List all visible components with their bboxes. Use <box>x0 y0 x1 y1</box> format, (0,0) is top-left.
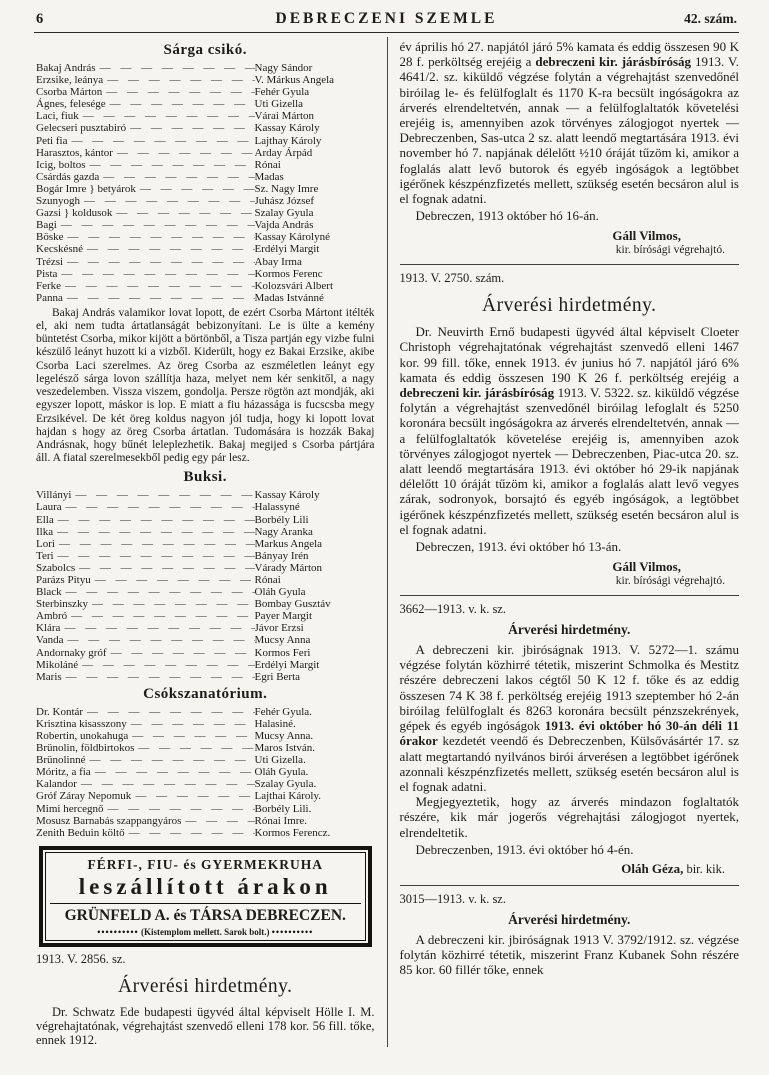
advertisement-inner <box>45 852 366 941</box>
cast-role: Sterbinszky <box>36 598 88 611</box>
cast-row <box>36 489 375 501</box>
cast-row <box>36 610 375 622</box>
dash-leader <box>77 778 255 790</box>
cast-role: Ferke <box>36 279 62 292</box>
cast-actor: Várai Márton <box>254 110 315 123</box>
notice-body <box>400 324 740 537</box>
cast-actor: Kormos Ferenc <box>254 267 323 280</box>
notice-body-secondary: Megjegyeztetik, hogy az árverés mindazon foglaltatók részére, kik már jogerős végrehajtási zálogjogot nyertek, elrendeltetik. <box>399 794 739 840</box>
cast-role: Gelecseri pusztabiró <box>36 122 127 135</box>
cast-list-sarga-csiko <box>36 62 375 304</box>
signature-name: Oláh Géza, <box>621 860 684 876</box>
cast-role: Klára <box>36 622 61 635</box>
notice-body-text: év április hó 27. napjától járó 5% kamata és eddig összesen 90 K 28 f. perköltség erejéig a <box>399 39 739 70</box>
notice-body-text: Dr. Neuvirth Ernő budapesti ügyvéd által képviselt Cloeter Christoph végrehajtatónak végrehajtást szenvedő elleni 1467 kor. 99 fill. tőke, ennek 1913. év junius hó 7. napjától járó 6% kamata és eddig összesen 190 K 26 f. perköltség erejéig a <box>399 324 739 385</box>
notice-left <box>36 952 375 1048</box>
cast-actor: Markus Angela <box>254 537 323 550</box>
cast-actor: Kormos Ferencz. <box>254 826 331 839</box>
cast-actor: Lajthai Károly. <box>254 790 321 803</box>
dash-leader <box>113 147 255 159</box>
cast-role: Kecskésné <box>36 243 84 256</box>
dash-leader <box>104 803 255 815</box>
dash-leader <box>126 122 254 134</box>
signature-name: Gáll Vilmos, <box>612 228 681 244</box>
cast-role: Laura <box>36 501 62 514</box>
cast-actor: Halassyné <box>254 501 300 514</box>
cast-role: Pista <box>36 267 58 280</box>
cast-row <box>36 634 375 646</box>
cast-actor: Uti Gizella <box>254 98 304 111</box>
cast-actor: Madas Istvánné <box>254 291 324 304</box>
cast-actor: Oláh Gyula <box>254 586 306 599</box>
cast-row <box>36 598 375 610</box>
cast-role: Lori <box>36 537 55 550</box>
page-header <box>34 10 739 32</box>
cast-row <box>36 219 375 231</box>
dash-leader <box>57 219 255 231</box>
cast-actor: Szalay Gyula. <box>254 778 317 791</box>
cast-row <box>36 574 375 586</box>
cast-role: Laci, fiuk <box>36 110 79 123</box>
cast-actor: Nagy Aranka <box>254 525 313 538</box>
cast-role: Krisztina kisasszony <box>36 717 127 730</box>
dash-leader <box>61 280 254 292</box>
cast-role: Gazsi <box>36 207 62 220</box>
ad-address-text: (Kistemplom mellett. Sarok bolt.) <box>140 926 270 937</box>
cast-row <box>36 195 375 207</box>
dash-leader <box>88 598 255 610</box>
dash-leader <box>55 538 255 550</box>
cast-actor: Payer Margit <box>254 610 313 623</box>
cast-actor: Rónai <box>254 573 281 586</box>
notice-1 <box>400 39 740 256</box>
issue-number: 42. szám. <box>684 11 737 26</box>
cast-list-buksi <box>36 489 375 683</box>
cast-role: Móritz, a fia <box>36 766 91 779</box>
cast-actor: Madas <box>254 170 284 183</box>
cast-role: Trézsi <box>36 255 64 268</box>
cast-actor: Erdélyi Margit <box>254 658 320 671</box>
cast-actor: Mucsy Anna <box>254 634 311 647</box>
play-title-csokszanatorium: Csókszanatórium. <box>143 685 268 702</box>
notice-body <box>400 642 740 794</box>
section-divider <box>400 595 740 596</box>
dash-leader <box>112 207 254 219</box>
notice-dateline: Debreczen, 1913 október hó 16-án. <box>415 208 599 224</box>
cast-role: Ella <box>36 513 54 526</box>
cast-actor: Arday Árpád <box>254 146 313 159</box>
signature-name: Gáll Vilmos, <box>612 559 681 575</box>
play-title-sarga-csiko: Sárga csikó. <box>163 42 247 58</box>
section-divider <box>400 264 740 265</box>
dash-leader <box>79 110 255 122</box>
notice-title: Árverési hirdetmény. <box>508 622 631 638</box>
cast-row <box>36 62 375 74</box>
cast-list-csokszanatorium <box>36 706 375 839</box>
notice-title: Árverési hirdetmény. <box>482 295 657 317</box>
page-number: 6 <box>36 11 44 27</box>
cast-actor: V. Márkus Angela <box>254 74 335 87</box>
signature-title: kir. bírósági végrehajtó. <box>615 244 725 257</box>
cast-row <box>36 526 375 538</box>
cast-row <box>36 659 375 671</box>
cast-actor: Maros István. <box>254 742 315 755</box>
cast-row <box>36 754 375 766</box>
play-title-buksi: Buksi. <box>183 469 227 486</box>
cast-row <box>36 501 375 513</box>
cast-actor: Uti Gizella. <box>254 754 306 767</box>
cast-role: Parázs Pityu <box>36 573 91 586</box>
cast-role: Csorba Márton <box>36 86 103 99</box>
notice-dateline: Debreczenben, 1913. évi október hó 4-én. <box>415 841 634 857</box>
cast-role: Maris <box>36 670 62 683</box>
dash-leader <box>125 827 255 839</box>
dash-leader <box>62 671 255 683</box>
cast-role: Erzsike, leánya <box>36 74 104 87</box>
cast-row <box>36 815 375 827</box>
cast-row <box>36 766 375 778</box>
dash-leader <box>96 62 255 74</box>
cast-row <box>36 706 375 718</box>
cast-role: Harasztos, kántor <box>36 146 113 159</box>
notice-body <box>400 39 740 206</box>
advertisement-box <box>39 846 372 947</box>
dash-leader <box>102 86 254 98</box>
cast-role: Böske <box>36 231 64 244</box>
cast-row <box>36 231 375 243</box>
cast-row <box>36 147 375 159</box>
dash-leader <box>127 718 255 730</box>
section-sarga-csiko <box>36 42 375 465</box>
dash-leader <box>91 574 255 586</box>
cast-role: Bogár Imre <box>36 182 87 195</box>
cast-role: Zenith Beduin költő <box>36 826 125 839</box>
cast-actor: Kormos Feri <box>254 646 311 659</box>
dash-leader <box>53 526 254 538</box>
cast-row <box>36 135 375 147</box>
cast-role: Villányi <box>36 489 72 502</box>
notice-body-bold: debreczeni kir. járásbíróság <box>535 54 692 70</box>
dash-leader <box>54 514 255 526</box>
cast-row <box>36 122 375 134</box>
cast-row <box>36 671 375 683</box>
signature-line <box>400 861 740 877</box>
cast-role: Mikoláné <box>36 658 79 671</box>
cast-role: Ambró <box>36 610 68 623</box>
dash-leader <box>64 634 255 646</box>
cast-role: Peti fia <box>36 134 68 147</box>
cast-row <box>36 207 375 219</box>
play-synopsis: Bakaj András valamikor lovat lopott, de ezért Csorba Mártont itélték el, aki nem tudta ártatlanságát bebizonyítani. Le is ülte a kemény büntetést Csorba, mikor kijött a börtönből, a Tisza partján egy vizbe fulni készülő leányt huzott ki a vizből. Kiderült, hogy ez Bakai Erzsike, akibe Csorba Laci szerelmes. Az öreg Csorba az eszméletlen leányt egy legelésző sárga lovon szállítja haza, melyet nem kér senkitől, a nagy veszedelemben. Vissza viszem, gondolja. Persze rögtön azt mondják, aki egyszer lopott, máskor is lop. E miatt a fiu házassága is fucscsba megy Erzsikével. De két öreg koldus nagyon jól tudja, hogy ki lopott lovat hajdan s hogy az öreg Csorba ártatlan. Tudomására is hozzák Bakaj Andrásnak, hogy bűnét leleplezhetik. Bakaj megijed s Csorba pártjára áll. A fiatal szerelmesekből pedig egy pár lesz. <box>36 306 375 465</box>
dash-leader <box>63 256 254 268</box>
cast-actor: Lajthay Károly <box>254 134 322 147</box>
notice-body-text: kezdetét veendő és Debreczenben, Külsővásártér 17. sz alatt megtartandó nyilvános birói árverésen a legtöbbet igérőnek azonnali készpénzfizetés mellett, szükség esetén becsáron alul is el fognak adatni. <box>399 733 739 794</box>
header-rule <box>34 32 739 33</box>
cast-role: Ágnes, felesége <box>36 98 106 111</box>
cast-role: Mosusz Barnabás szappangyáros <box>36 814 182 827</box>
dash-leader <box>134 742 254 754</box>
notice-title: Árverési hirdetmény. <box>118 975 293 997</box>
cast-row <box>36 742 375 754</box>
dash-leader <box>83 243 254 255</box>
cast-role: Teri <box>36 549 54 562</box>
cast-row <box>36 586 375 598</box>
cast-actor: Abay Irma <box>254 255 302 268</box>
cast-role: Mimi hercegnő <box>36 802 104 815</box>
ad-discount-line: leszállított árakon <box>50 873 361 904</box>
cast-actor: Fehér Gyula <box>254 86 310 99</box>
cast-actor: Kassay Károly <box>254 489 320 502</box>
cast-row <box>36 110 375 122</box>
left-column <box>34 37 387 1047</box>
notice-title: Árverési hirdetmény. <box>508 911 631 927</box>
cast-role: Robertin, unokahuga <box>36 730 129 742</box>
cast-row <box>36 98 375 110</box>
cast-group-label: } betyárok <box>89 183 136 195</box>
dash-leader <box>67 135 254 147</box>
cast-row <box>36 514 375 526</box>
dash-leader <box>63 292 255 304</box>
signature-title: kir. bírósági végrehajtó. <box>615 575 725 588</box>
notice-body-bold: 1913. évi október hó 30-án déli 11 órakor <box>399 718 739 749</box>
cast-actor: Bombay Gusztáv <box>254 598 331 611</box>
cast-actor: Várady Márton <box>254 561 323 574</box>
cast-row <box>36 256 375 268</box>
cast-actor: Rónai Imre. <box>254 814 308 827</box>
cast-row <box>36 74 375 86</box>
dash-leader <box>60 622 254 634</box>
ad-address-line <box>50 925 361 937</box>
cast-actor: Erdélyi Margit <box>254 243 320 256</box>
cast-row <box>36 171 375 183</box>
cast-actor: Kassay Károly <box>254 122 320 135</box>
dash-leader <box>86 754 255 766</box>
cast-row <box>36 538 375 550</box>
cast-row <box>36 292 375 304</box>
cast-row <box>36 183 375 195</box>
cast-actor: Mucsy Anna. <box>254 730 314 742</box>
cast-actor: Oláh Gyula. <box>254 766 309 779</box>
cast-actor: Kassay Károlyné <box>254 231 330 244</box>
cast-role: Ilka <box>36 525 54 538</box>
section-divider <box>400 885 740 886</box>
ad-dots-right: •••••••••• <box>271 926 314 937</box>
dash-leader <box>128 730 254 742</box>
dash-leader <box>86 159 255 171</box>
notice-body-bold: debreczeni kir. járásbíróság <box>399 385 555 401</box>
dash-leader <box>91 766 255 778</box>
cast-row <box>36 790 375 802</box>
cast-role: Kalandor <box>36 778 77 791</box>
cast-actor: Jávor Erzsi <box>254 622 304 635</box>
dash-leader <box>57 268 254 280</box>
signature-title: bir. kik. <box>686 861 725 876</box>
cast-row <box>36 268 375 280</box>
notice-body-text: 1913. V. 4641/2. sz. kiküldő végzése folytán a végrehajtást szenvedőnél biróilag le- és felülfoglalt és 1170 K-ra becsült ingóságokra az árverés elrendeltetvén, annak — a felülfoglaltatók követelési erejéig is, amennyiben azok törvényes zálogjogot nyertek — Debreczenben, Sas-utca 2 sz. alatt leendő megtartására 1913. évi november hó 7. napjának délelőtt ½10 óráját tűzöm ki, amikor a foglalás alatt levő butorok és egyéb ingóságok a legtöbbet igérőnek készpénzfizetés mellett, szükség esetén becsáron alul is el fognak adatni. <box>399 54 739 207</box>
cast-row <box>36 778 375 790</box>
cast-role: Black <box>36 586 62 599</box>
cast-role: Panna <box>36 291 63 304</box>
notice-2 <box>400 271 740 587</box>
cast-role: Bagi <box>36 219 57 232</box>
cast-actor: Egri Berta <box>254 670 301 683</box>
right-column <box>387 37 740 1047</box>
cast-actor: Fehér Gyula. <box>254 705 312 718</box>
cast-group-label: } koldusok <box>64 207 112 219</box>
cast-row <box>36 86 375 98</box>
cast-actor: Halasiné. <box>254 717 296 730</box>
section-buksi <box>36 469 375 683</box>
cast-actor: Kolozsvári Albert <box>254 279 334 292</box>
cast-row <box>36 550 375 562</box>
notice-body: Dr. Schwatz Ede budapesti ügyvéd által képviselt Hölle I. M. végrehajtatónak, végrehajtást szenvedő elleni 178 kor. 56 fill. tőke, ennek 1912. <box>36 1004 375 1048</box>
cast-role: Dr. Kontár <box>36 705 84 718</box>
cast-actor: Borbély Lili <box>254 513 309 526</box>
cast-actor: Juhász József <box>254 195 315 208</box>
dash-leader <box>131 790 254 802</box>
dash-leader <box>99 171 254 183</box>
dash-leader <box>54 550 255 562</box>
cast-actor: Bányay Irén <box>254 549 309 562</box>
dash-leader <box>78 659 254 671</box>
dash-leader <box>107 647 255 659</box>
cast-row <box>36 243 375 255</box>
dash-leader <box>64 231 255 243</box>
notice-ref: 3015—1913. v. k. sz. <box>399 891 506 906</box>
cast-role: Andornaky gróf <box>36 646 107 659</box>
dash-leader <box>181 815 254 827</box>
cast-row <box>36 280 375 292</box>
cast-role: Gróf Záray Nepomuk <box>36 790 132 803</box>
cast-row <box>36 647 375 659</box>
cast-role: Icig, boltos <box>36 158 86 171</box>
cast-row <box>36 562 375 574</box>
cast-actor: Vajda András <box>254 219 314 232</box>
dash-leader <box>103 74 254 86</box>
dash-leader <box>71 489 254 501</box>
dash-leader <box>83 706 254 718</box>
cast-actor: Rónai <box>254 158 281 171</box>
cast-role: Brünolin, földbirtokos <box>36 742 135 755</box>
ad-company-line: GRÜNFELD A. és TÁRSA DEBRECZEN. <box>64 906 346 924</box>
cast-actor: Borbély Lili. <box>254 802 312 815</box>
cast-role: Bakaj András <box>36 62 96 74</box>
dash-leader <box>62 501 255 513</box>
notice-4 <box>400 892 740 978</box>
cast-row <box>36 827 375 839</box>
notice-ref: 3662—1913. v. k. sz. <box>399 602 506 617</box>
cast-row <box>36 803 375 815</box>
dash-leader <box>136 183 255 195</box>
notice-ref: 1913. V. 2750. szám. <box>399 271 505 286</box>
cast-role: Csárdás gazda <box>36 170 100 183</box>
cast-role: Brünolinné <box>36 754 86 767</box>
cast-row <box>36 730 375 742</box>
notice-3 <box>400 602 740 877</box>
ad-dots-left: •••••••••• <box>97 926 139 937</box>
cast-role: Szunyogh <box>36 195 80 208</box>
cast-role: Szabolcs <box>36 561 76 574</box>
section-csokszanatorium <box>36 686 375 839</box>
cast-row <box>36 159 375 171</box>
cast-row <box>36 622 375 634</box>
dash-leader <box>106 98 255 110</box>
cast-role: Vanda <box>36 634 64 647</box>
cast-actor: Sz. Nagy Imre <box>254 182 319 195</box>
page-columns <box>34 37 739 1047</box>
newspaper-title: DEBRECZENI SZEMLE <box>275 10 498 27</box>
cast-row <box>36 718 375 730</box>
notice-ref: 1913. V. 2856. sz. <box>36 951 126 966</box>
dash-leader <box>62 586 255 598</box>
notice-dateline: Debreczen, 1913. évi október hó 13-án. <box>415 539 622 555</box>
cast-actor: Szalay Gyula <box>254 207 314 220</box>
notice-body-text: A debreczeni kir. jbiróságnak 1913. V. 5272—1. számu végzése folytán közhirré tétetik, miszerint Schmolka és Mestitz részére debreczeni lakos cégtől 50 K 12 f. tőke és az eddig összesen 74 K 38 f. perköltség erejéig 1913 szeptember hó 2-án biróilag felülfoglalt és 8263 koronára becsült pénzszekrények, gépek és egyéb ingóságok <box>399 642 739 734</box>
ad-headline: FÉRFI-, FIU- és GYERMEKRUHA <box>87 856 323 872</box>
dash-leader <box>80 195 255 207</box>
notice-body: A debreczeni kir. jbiróságnak 1913 V. 3792/1912. sz. végzése folytán közhirré tétetik, miszerint Franz Kubanek Sohn részére 85 kor. 60 fillér tőke, ennek <box>399 931 739 978</box>
notice-body-text: 1913. V. 5322. sz. kiküldő végzése folytán a végrehajtást szenvedőnél biróilag lefoglalt és 5250 koronára becsült ingóságokra az árverés elrendeltetvén, annak — a felülfoglaltatók követelése erejéig is, amennyiben azok törvényes zálogjogot nyertek — Debreczenben, Piac-utca 20. sz. alatt leendő megtartására 1913. évi október hó 29-ik napjának délelőtt 10 óráját tűzöm ki, amikor a foglalás alatt levő vegyes zárak, sodronyok, borsajtó és egyéb ingóságok, a legtöbbet igérőnek készpénzfizetés mellett, szükség esetén becsáron alul is el fognak adatni. <box>399 385 740 537</box>
dash-leader <box>75 562 254 574</box>
dash-leader <box>67 610 254 622</box>
cast-actor: Nagy Sándor <box>254 62 313 74</box>
